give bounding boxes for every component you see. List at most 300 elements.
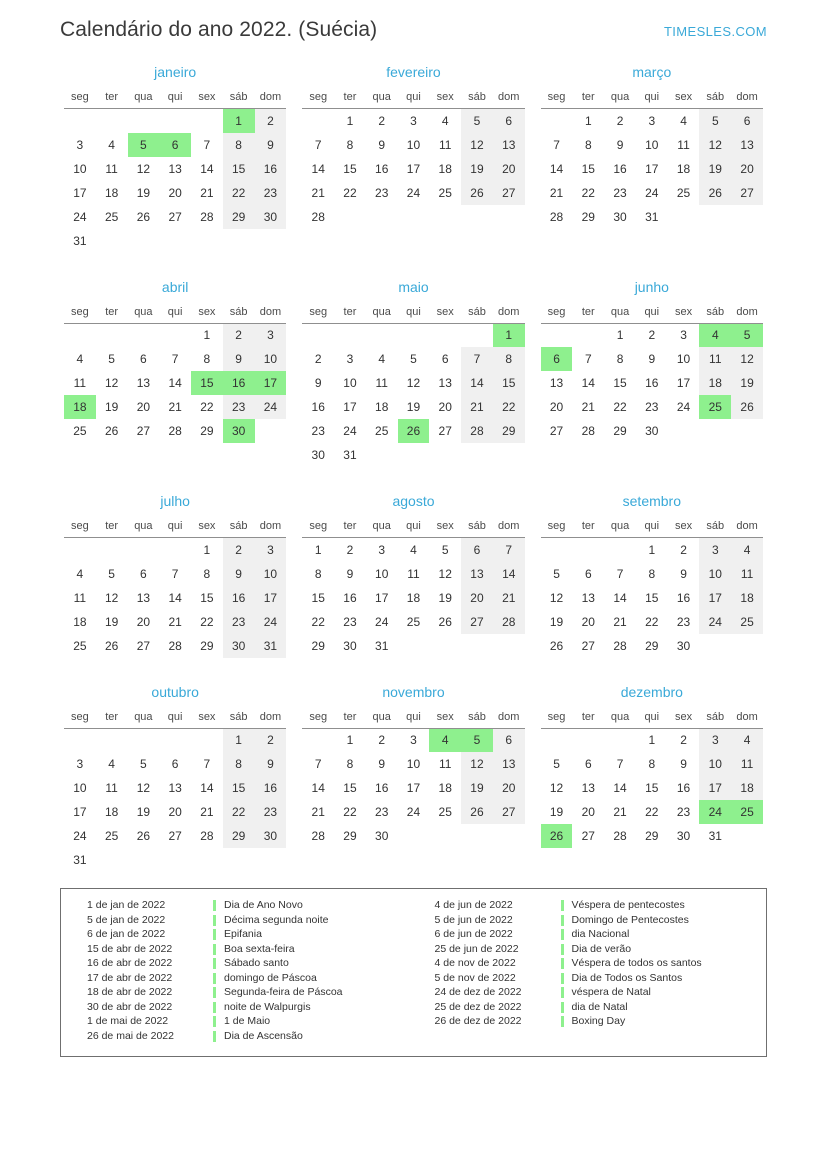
day-cell[interactable]: 23 [676, 805, 691, 819]
day-cell[interactable]: 27 [581, 829, 595, 843]
day-cell[interactable]: 10 [343, 376, 357, 390]
day-cell[interactable]: 25 [104, 209, 119, 224]
day-cell[interactable]: 15 [311, 590, 325, 605]
day-cell[interactable]: 22 [343, 805, 357, 819]
day-cell[interactable]: 26 [731, 395, 763, 419]
day-cell[interactable]: 30 [311, 448, 325, 462]
day-cell-holiday[interactable]: 5 [128, 133, 160, 157]
day-cell[interactable]: 5 [699, 109, 731, 133]
day-cell[interactable]: 20 [136, 614, 151, 629]
day-cell[interactable]: 11 [407, 566, 420, 581]
day-cell[interactable]: 22 [311, 614, 325, 629]
day-cell[interactable]: 28 [168, 638, 182, 653]
day-cell[interactable]: 11 [105, 781, 118, 795]
day-cell[interactable]: 30 [676, 829, 691, 843]
day-cell[interactable]: 15 [613, 376, 627, 390]
day-cell[interactable]: 21 [311, 805, 325, 819]
day-cell[interactable]: 2 [680, 733, 687, 748]
day-cell[interactable]: 14 [461, 371, 493, 395]
day-cell[interactable]: 5 [553, 566, 560, 581]
day-cell[interactable]: 19 [549, 805, 564, 819]
day-cell[interactable]: 28 [168, 424, 182, 438]
day-cell[interactable]: 29 [645, 829, 659, 843]
day-cell[interactable]: 4 [731, 538, 763, 562]
day-cell[interactable]: 13 [493, 752, 525, 776]
day-cell[interactable]: 25 [375, 424, 389, 438]
day-cell[interactable]: 12 [406, 376, 421, 390]
day-cell[interactable]: 22 [200, 400, 214, 414]
day-cell[interactable]: 5 [410, 352, 417, 366]
day-cell[interactable]: 19 [461, 776, 493, 800]
day-cell[interactable]: 11 [73, 376, 87, 390]
day-cell[interactable]: 6 [584, 566, 592, 581]
day-cell[interactable]: 1 [346, 113, 354, 128]
day-cell[interactable]: 21 [168, 400, 182, 414]
day-cell[interactable]: 4 [76, 352, 84, 366]
day-cell[interactable]: 24 [406, 185, 421, 200]
day-cell[interactable]: 6 [493, 109, 525, 133]
day-cell[interactable]: 16 [311, 400, 325, 414]
day-cell[interactable]: 15 [581, 161, 595, 176]
day-cell[interactable]: 26 [104, 424, 119, 438]
day-cell[interactable]: 21 [549, 185, 564, 200]
day-cell[interactable]: 4 [108, 137, 115, 152]
day-cell[interactable]: 19 [136, 185, 151, 200]
day-cell[interactable]: 17 [645, 161, 659, 176]
day-cell[interactable]: 1 [203, 542, 211, 557]
day-cell[interactable]: 7 [584, 352, 592, 366]
day-cell-holiday[interactable]: 6 [159, 133, 191, 157]
day-cell[interactable]: 16 [375, 161, 389, 176]
day-cell[interactable]: 17 [73, 805, 87, 819]
day-cell[interactable]: 9 [680, 757, 687, 771]
day-cell-holiday[interactable]: 15 [191, 371, 223, 395]
day-cell[interactable]: 1 [223, 728, 255, 752]
day-cell[interactable]: 30 [255, 205, 287, 229]
day-cell[interactable]: 21 [613, 805, 627, 819]
day-cell[interactable]: 7 [553, 137, 560, 152]
day-cell[interactable]: 17 [406, 781, 421, 795]
day-cell[interactable]: 27 [581, 638, 595, 653]
day-cell[interactable]: 18 [438, 781, 452, 795]
day-cell[interactable]: 4 [108, 757, 115, 771]
day-cell[interactable]: 10 [645, 137, 659, 152]
day-cell[interactable]: 26 [136, 829, 151, 843]
day-cell[interactable]: 18 [104, 185, 119, 200]
day-cell[interactable]: 7 [314, 757, 322, 771]
day-cell[interactable]: 31 [645, 209, 659, 224]
day-cell[interactable]: 27 [168, 209, 182, 224]
day-cell[interactable]: 29 [581, 209, 595, 224]
day-cell[interactable]: 28 [581, 424, 595, 438]
day-cell[interactable]: 24 [73, 209, 87, 224]
day-cell[interactable]: 11 [438, 757, 452, 771]
day-cell[interactable]: 11 [375, 376, 388, 390]
day-cell[interactable]: 13 [168, 161, 182, 176]
day-cell[interactable]: 22 [581, 185, 595, 200]
day-cell[interactable]: 12 [104, 376, 119, 390]
day-cell[interactable]: 13 [581, 590, 595, 605]
day-cell[interactable]: 21 [200, 185, 214, 200]
day-cell[interactable]: 10 [255, 562, 287, 586]
day-cell[interactable]: 19 [549, 614, 564, 629]
day-cell[interactable]: 3 [699, 728, 731, 752]
day-cell[interactable]: 8 [346, 137, 354, 152]
day-cell[interactable]: 28 [549, 209, 564, 224]
day-cell[interactable]: 18 [731, 776, 763, 800]
day-cell-holiday[interactable]: 25 [731, 800, 763, 824]
day-cell[interactable]: 18 [104, 805, 119, 819]
day-cell[interactable]: 2 [255, 728, 287, 752]
day-cell[interactable]: 11 [677, 137, 690, 152]
day-cell[interactable]: 10 [699, 752, 731, 776]
day-cell[interactable]: 21 [613, 614, 627, 629]
day-cell[interactable]: 23 [375, 805, 389, 819]
day-cell[interactable]: 2 [314, 352, 322, 366]
day-cell[interactable]: 20 [581, 614, 595, 629]
day-cell[interactable]: 5 [140, 757, 147, 771]
day-cell[interactable]: 9 [680, 566, 687, 581]
day-cell[interactable]: 15 [493, 371, 525, 395]
day-cell[interactable]: 20 [731, 157, 763, 181]
day-cell[interactable]: 8 [223, 752, 255, 776]
day-cell[interactable]: 19 [136, 805, 151, 819]
day-cell[interactable]: 3 [255, 538, 287, 562]
day-cell[interactable]: 10 [73, 161, 87, 176]
day-cell[interactable]: 10 [255, 347, 287, 371]
day-cell[interactable]: 15 [645, 781, 659, 795]
day-cell[interactable]: 19 [461, 157, 493, 181]
day-cell[interactable]: 11 [105, 161, 118, 176]
day-cell[interactable]: 20 [581, 805, 595, 819]
day-cell[interactable]: 16 [223, 586, 255, 610]
day-cell[interactable]: 9 [223, 347, 255, 371]
day-cell[interactable]: 24 [255, 610, 287, 634]
day-cell[interactable]: 17 [343, 400, 357, 414]
day-cell[interactable]: 24 [645, 185, 659, 200]
day-cell[interactable]: 28 [311, 829, 325, 843]
day-cell[interactable]: 29 [613, 424, 627, 438]
day-cell[interactable]: 12 [699, 133, 731, 157]
day-cell-holiday[interactable]: 5 [731, 323, 763, 347]
day-cell[interactable]: 2 [346, 542, 354, 557]
day-cell[interactable]: 15 [645, 590, 659, 605]
day-cell[interactable]: 4 [731, 728, 763, 752]
day-cell[interactable]: 16 [676, 590, 691, 605]
day-cell[interactable]: 27 [136, 638, 151, 653]
day-cell[interactable]: 3 [410, 733, 417, 748]
day-cell-holiday[interactable]: 1 [223, 109, 255, 133]
day-cell[interactable]: 7 [203, 757, 211, 771]
day-cell[interactable]: 12 [731, 347, 763, 371]
day-cell[interactable]: 26 [438, 614, 452, 629]
day-cell[interactable]: 31 [255, 634, 287, 658]
day-cell-holiday[interactable]: 26 [541, 824, 573, 848]
day-cell[interactable]: 16 [645, 376, 659, 390]
day-cell-holiday[interactable]: 24 [699, 800, 731, 824]
day-cell[interactable]: 8 [493, 347, 525, 371]
day-cell[interactable]: 27 [493, 800, 525, 824]
day-cell[interactable]: 20 [493, 157, 525, 181]
day-cell[interactable]: 16 [343, 590, 357, 605]
day-cell-holiday[interactable]: 16 [223, 371, 255, 395]
day-cell[interactable]: 9 [255, 133, 287, 157]
day-cell[interactable]: 24 [676, 400, 691, 414]
day-cell[interactable]: 14 [200, 161, 214, 176]
day-cell[interactable]: 22 [645, 614, 659, 629]
day-cell-holiday[interactable]: 4 [429, 728, 461, 752]
day-cell[interactable]: 14 [581, 376, 595, 390]
day-cell[interactable]: 24 [343, 424, 357, 438]
day-cell[interactable]: 30 [375, 829, 389, 843]
day-cell-holiday[interactable]: 6 [541, 347, 573, 371]
day-cell[interactable]: 2 [255, 109, 287, 133]
day-cell[interactable]: 30 [223, 634, 255, 658]
day-cell[interactable]: 6 [584, 757, 592, 771]
day-cell[interactable]: 11 [438, 137, 452, 152]
day-cell[interactable]: 18 [375, 400, 389, 414]
day-cell[interactable]: 8 [648, 757, 656, 771]
day-cell[interactable]: 8 [648, 566, 656, 581]
day-cell[interactable]: 31 [343, 448, 357, 462]
day-cell[interactable]: 13 [731, 133, 763, 157]
day-cell[interactable]: 19 [731, 371, 763, 395]
day-cell[interactable]: 13 [549, 376, 564, 390]
day-cell[interactable]: 29 [223, 205, 255, 229]
day-cell[interactable]: 16 [375, 781, 389, 795]
day-cell[interactable]: 13 [493, 133, 525, 157]
day-cell[interactable]: 25 [73, 424, 87, 438]
day-cell[interactable]: 15 [200, 590, 214, 605]
day-cell[interactable]: 26 [136, 209, 151, 224]
day-cell[interactable]: 24 [699, 610, 731, 634]
day-cell[interactable]: 7 [171, 352, 179, 366]
day-cell[interactable]: 17 [699, 776, 731, 800]
day-cell[interactable]: 31 [73, 853, 87, 867]
day-cell[interactable]: 27 [461, 610, 493, 634]
day-cell[interactable]: 12 [104, 590, 119, 605]
day-cell[interactable]: 28 [311, 209, 325, 224]
day-cell[interactable]: 4 [378, 352, 386, 366]
day-cell[interactable]: 3 [699, 538, 731, 562]
day-cell[interactable]: 6 [171, 757, 179, 771]
day-cell[interactable]: 4 [441, 113, 449, 128]
day-cell[interactable]: 29 [200, 424, 214, 438]
day-cell[interactable]: 29 [645, 638, 659, 653]
day-cell[interactable]: 12 [136, 781, 151, 795]
day-cell[interactable]: 11 [731, 752, 763, 776]
day-cell[interactable]: 13 [461, 562, 493, 586]
day-cell[interactable]: 30 [613, 209, 627, 224]
day-cell[interactable]: 6 [461, 538, 493, 562]
day-cell[interactable]: 22 [343, 185, 357, 200]
day-cell[interactable]: 10 [375, 566, 389, 581]
day-cell-holiday[interactable]: 1 [493, 323, 525, 347]
day-cell[interactable]: 12 [461, 133, 493, 157]
day-cell[interactable]: 17 [375, 590, 389, 605]
day-cell[interactable]: 20 [136, 400, 151, 414]
day-cell[interactable]: 1 [616, 328, 624, 343]
day-cell[interactable]: 2 [648, 328, 656, 343]
day-cell[interactable]: 19 [104, 400, 119, 414]
day-cell[interactable]: 16 [255, 157, 287, 181]
day-cell[interactable]: 14 [493, 562, 525, 586]
day-cell[interactable]: 1 [648, 542, 656, 557]
day-cell[interactable]: 29 [223, 824, 255, 848]
day-cell[interactable]: 6 [441, 352, 449, 366]
day-cell[interactable]: 22 [200, 614, 214, 629]
day-cell[interactable]: 14 [549, 161, 564, 176]
day-cell[interactable]: 25 [438, 805, 452, 819]
day-cell[interactable]: 25 [406, 614, 421, 629]
day-cell[interactable]: 7 [314, 137, 322, 152]
day-cell[interactable]: 6 [140, 566, 147, 581]
day-cell[interactable]: 25 [73, 638, 87, 653]
day-cell[interactable]: 23 [223, 395, 255, 419]
day-cell[interactable]: 30 [645, 424, 659, 438]
day-cell[interactable]: 10 [676, 352, 691, 366]
day-cell[interactable]: 17 [73, 185, 87, 200]
day-cell[interactable]: 29 [200, 638, 214, 653]
day-cell[interactable]: 13 [136, 590, 151, 605]
day-cell[interactable]: 8 [203, 352, 211, 366]
day-cell[interactable]: 8 [616, 352, 624, 366]
day-cell[interactable]: 30 [676, 638, 691, 653]
day-cell[interactable]: 18 [731, 586, 763, 610]
day-cell[interactable]: 18 [699, 371, 731, 395]
day-cell[interactable]: 3 [76, 757, 84, 771]
day-cell[interactable]: 10 [406, 137, 421, 152]
day-cell[interactable]: 21 [168, 614, 182, 629]
day-cell[interactable]: 27 [136, 424, 151, 438]
day-cell[interactable]: 15 [343, 161, 357, 176]
day-cell[interactable]: 2 [223, 323, 255, 347]
day-cell[interactable]: 14 [168, 590, 182, 605]
day-cell[interactable]: 27 [731, 181, 763, 205]
day-cell[interactable]: 7 [171, 566, 179, 581]
day-cell[interactable]: 9 [616, 137, 624, 152]
day-cell[interactable]: 19 [406, 400, 421, 414]
day-cell[interactable]: 9 [378, 137, 386, 152]
day-cell[interactable]: 1 [584, 113, 592, 128]
day-cell[interactable]: 25 [438, 185, 452, 200]
day-cell[interactable]: 10 [699, 562, 731, 586]
day-cell[interactable]: 12 [549, 781, 564, 795]
day-cell[interactable]: 22 [645, 805, 659, 819]
day-cell[interactable]: 19 [699, 157, 731, 181]
day-cell[interactable]: 14 [311, 161, 325, 176]
day-cell-holiday[interactable]: 25 [699, 395, 731, 419]
day-cell[interactable]: 8 [314, 566, 322, 581]
day-cell[interactable]: 2 [680, 542, 687, 557]
day-cell[interactable]: 29 [343, 829, 357, 843]
day-cell[interactable]: 2 [223, 538, 255, 562]
day-cell[interactable]: 11 [73, 590, 87, 605]
day-cell[interactable]: 14 [613, 590, 627, 605]
day-cell-holiday[interactable]: 30 [223, 419, 255, 443]
day-cell[interactable]: 28 [613, 638, 627, 653]
day-cell[interactable]: 12 [136, 161, 151, 176]
day-cell[interactable]: 7 [616, 566, 624, 581]
day-cell[interactable]: 30 [255, 824, 287, 848]
day-cell[interactable]: 27 [168, 829, 182, 843]
day-cell[interactable]: 12 [549, 590, 564, 605]
day-cell[interactable]: 27 [549, 424, 564, 438]
day-cell-holiday[interactable]: 17 [255, 371, 287, 395]
day-cell[interactable]: 20 [168, 185, 182, 200]
day-cell[interactable]: 23 [645, 400, 659, 414]
day-cell[interactable]: 22 [223, 181, 255, 205]
day-cell[interactable]: 26 [549, 638, 564, 653]
day-cell[interactable]: 23 [255, 800, 287, 824]
day-cell[interactable]: 6 [140, 352, 147, 366]
day-cell[interactable]: 8 [346, 757, 354, 771]
day-cell[interactable]: 7 [461, 347, 493, 371]
day-cell[interactable]: 3 [76, 137, 84, 152]
day-cell[interactable]: 11 [699, 347, 731, 371]
day-cell-holiday[interactable]: 5 [461, 728, 493, 752]
day-cell-holiday[interactable]: 26 [398, 419, 430, 443]
day-cell[interactable]: 28 [613, 829, 627, 843]
day-cell[interactable]: 18 [73, 614, 87, 629]
day-cell[interactable]: 18 [406, 590, 421, 605]
day-cell[interactable]: 22 [493, 395, 525, 419]
day-cell[interactable]: 17 [255, 586, 287, 610]
day-cell[interactable]: 5 [108, 352, 115, 366]
day-cell[interactable]: 9 [314, 376, 322, 390]
brand-link[interactable]: TIMESLES.COM [663, 24, 767, 39]
day-cell[interactable]: 3 [648, 113, 656, 128]
day-cell[interactable]: 2 [378, 733, 386, 748]
day-cell[interactable]: 1 [648, 733, 656, 748]
day-cell[interactable]: 3 [255, 323, 287, 347]
day-cell[interactable]: 7 [203, 137, 211, 152]
day-cell[interactable]: 26 [699, 181, 731, 205]
day-cell[interactable]: 9 [255, 752, 287, 776]
day-cell[interactable]: 10 [406, 757, 421, 771]
day-cell[interactable]: 12 [438, 566, 452, 581]
day-cell[interactable]: 14 [311, 781, 325, 795]
day-cell[interactable]: 23 [311, 424, 325, 438]
day-cell[interactable]: 9 [378, 757, 386, 771]
day-cell[interactable]: 7 [616, 757, 624, 771]
day-cell[interactable]: 25 [104, 829, 119, 843]
day-cell[interactable]: 21 [311, 185, 325, 200]
day-cell[interactable]: 23 [613, 185, 627, 200]
day-cell[interactable]: 28 [493, 610, 525, 634]
day-cell[interactable]: 4 [410, 542, 417, 557]
day-cell[interactable]: 28 [200, 209, 214, 224]
day-cell[interactable]: 13 [438, 376, 452, 390]
day-cell[interactable]: 14 [168, 376, 182, 390]
day-cell[interactable]: 26 [461, 800, 493, 824]
day-cell[interactable]: 18 [676, 161, 691, 176]
day-cell[interactable]: 4 [680, 113, 687, 128]
day-cell[interactable]: 9 [346, 566, 354, 581]
day-cell[interactable]: 27 [438, 424, 452, 438]
day-cell[interactable]: 17 [676, 376, 691, 390]
day-cell[interactable]: 1 [314, 542, 322, 557]
day-cell-holiday[interactable]: 4 [699, 323, 731, 347]
day-cell[interactable]: 10 [73, 781, 87, 795]
day-cell[interactable]: 24 [375, 614, 389, 629]
day-cell[interactable]: 30 [343, 638, 357, 653]
day-cell[interactable]: 16 [255, 776, 287, 800]
day-cell[interactable]: 15 [223, 157, 255, 181]
day-cell[interactable]: 21 [581, 400, 595, 414]
day-cell[interactable]: 26 [461, 181, 493, 205]
day-cell[interactable]: 8 [223, 133, 255, 157]
